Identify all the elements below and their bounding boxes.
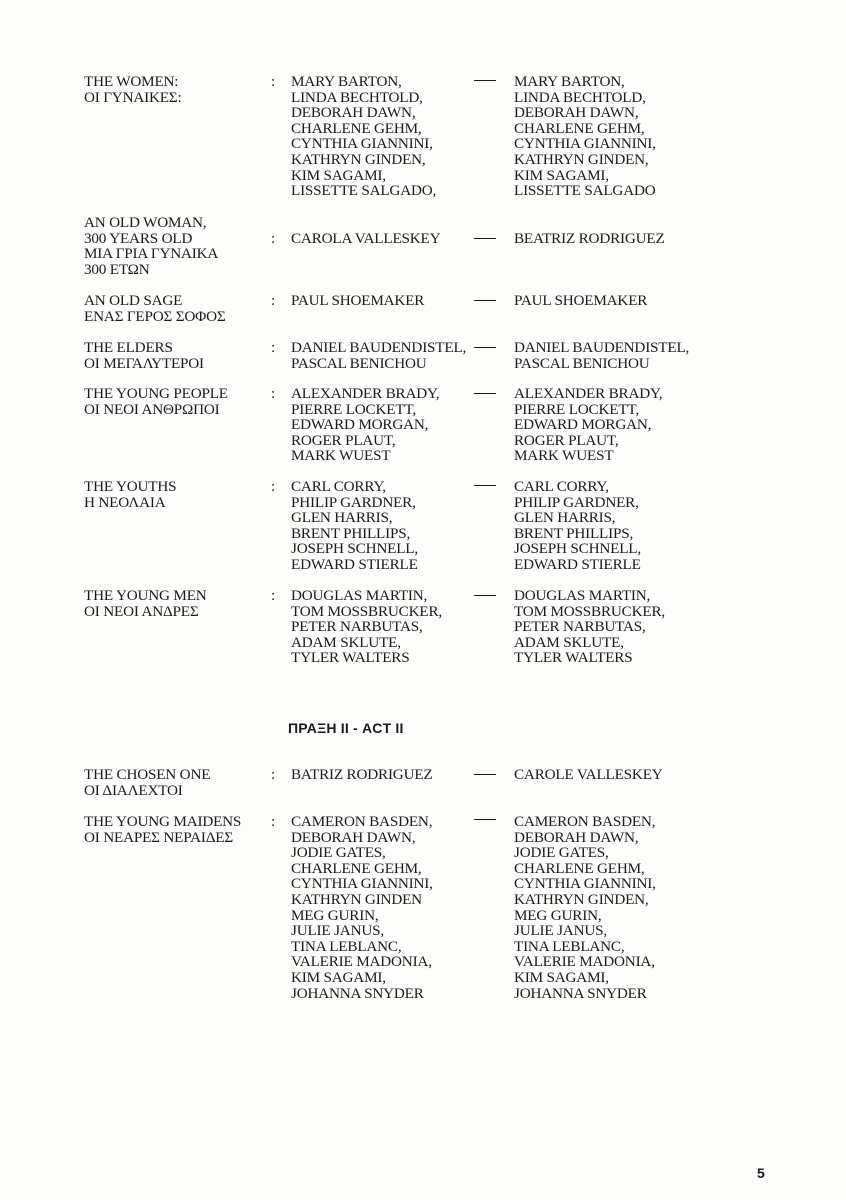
role-title bbox=[84, 814, 274, 845]
dancer-name: JOSEPH SCHNELL, bbox=[514, 540, 641, 558]
dancer-name: KIM SAGAMI, bbox=[291, 968, 386, 986]
colon-separator: : bbox=[271, 385, 276, 402]
first-cast-list bbox=[291, 814, 481, 1001]
dancer-name: CAMERON BASDEN, bbox=[291, 813, 433, 830]
dancer-name: DEBORAH DAWN, bbox=[291, 104, 416, 122]
dancer-name: MARK WUEST bbox=[514, 447, 614, 465]
second-cast-list bbox=[514, 340, 714, 371]
dancer-name: ALEXANDER BRADY, bbox=[514, 385, 663, 402]
dancer-name: DANIEL BAUDENDISTEL, bbox=[291, 339, 467, 356]
colon-separator: : bbox=[271, 813, 276, 830]
role-title bbox=[84, 588, 274, 619]
cast-dash bbox=[474, 80, 496, 81]
dancer-name: LINDA BECHTOLD, bbox=[291, 88, 423, 106]
dancer-name: CAROLE VALLESKEY bbox=[514, 766, 663, 783]
dancer-name: ROGER PLAUT, bbox=[291, 431, 396, 449]
dancer-name: TOM MOSSBRUCKER, bbox=[291, 602, 442, 620]
dancer-name: LISSETTE SALGADO bbox=[514, 182, 656, 200]
dancer-name: PASCAL BENICHOU bbox=[514, 354, 650, 372]
role-line: THE WOMEN: bbox=[84, 73, 179, 90]
dancer-name: JOSEPH SCHNELL, bbox=[291, 540, 418, 558]
dancer-name: LISSETTE SALGADO, bbox=[291, 182, 437, 200]
act-heading-text: ΠΡΑΞΗ ΙΙ - ACT II bbox=[288, 720, 404, 736]
role-title bbox=[84, 767, 274, 798]
dancer-name: CYNTHIA GIANNINI, bbox=[291, 135, 433, 153]
dancer-name: GLEN HARRIS, bbox=[514, 509, 616, 527]
dancer-name: BEATRIZ RODRIGUEZ bbox=[514, 230, 665, 247]
dancer-name: MEG GURIN, bbox=[514, 906, 602, 924]
dancer-name: PHILIP GARDNER, bbox=[514, 493, 639, 511]
dancer-name: MARK WUEST bbox=[291, 447, 391, 465]
role-line: AN OLD WOMAN, bbox=[84, 214, 207, 231]
dancer-name: CHARLENE GEHM, bbox=[514, 119, 645, 137]
role-line: ΟΙ ΜΕΓΑΛΥΤΕΡΟΙ bbox=[84, 354, 204, 372]
dancer-name: KIM SAGAMI, bbox=[514, 968, 609, 986]
dancer-name: PIERRE LOCKETT, bbox=[291, 400, 416, 418]
role-line: ΕΝΑΣ ΓΕΡΟΣ ΣΟΦΟΣ bbox=[84, 307, 226, 325]
role-line: THE YOUTHS bbox=[84, 478, 177, 495]
dancer-name: DEBORAH DAWN, bbox=[514, 828, 639, 846]
colon-separator: : bbox=[271, 478, 276, 495]
second-cast-list bbox=[514, 74, 714, 199]
role-line: ΜΙΑ ΓΡΙΑ ΓΥΝΑΙΚΑ bbox=[84, 245, 219, 263]
role-line: 300 YEARS OLD bbox=[84, 229, 193, 247]
role-line: ΟΙ ΝΕΟΙ ΑΝΘΡΩΠΟΙ bbox=[84, 400, 220, 418]
first-cast-list bbox=[291, 293, 481, 309]
role-line: Η ΝΕΟΛΑΙΑ bbox=[84, 493, 166, 511]
dancer-name: PETER NARBUTAS, bbox=[291, 618, 423, 636]
dancer-name: CAROLA VALLESKEY bbox=[291, 230, 441, 247]
dancer-name: ADAM SKLUTE, bbox=[291, 633, 401, 651]
dancer-name: DEBORAH DAWN, bbox=[514, 104, 639, 122]
dancer-name: PHILIP GARDNER, bbox=[291, 493, 416, 511]
dancer-name: ROGER PLAUT, bbox=[514, 431, 619, 449]
cast-dash bbox=[474, 347, 496, 348]
dancer-name: JOHANNA SNYDER bbox=[514, 984, 647, 1002]
dancer-name: MARY BARTON, bbox=[291, 73, 402, 90]
role-title bbox=[84, 293, 274, 324]
dancer-name: TINA LEBLANC, bbox=[291, 937, 402, 955]
cast-dash bbox=[474, 819, 496, 820]
dancer-name: JODIE GATES, bbox=[291, 844, 386, 862]
cast-dash bbox=[474, 485, 496, 486]
dancer-name: CARL CORRY, bbox=[291, 478, 386, 495]
cast-dash bbox=[474, 393, 496, 394]
cast-dash bbox=[474, 238, 496, 239]
dancer-name: EDWARD MORGAN, bbox=[514, 416, 652, 434]
role-title bbox=[84, 479, 274, 510]
colon-separator: : bbox=[271, 292, 276, 309]
dancer-name: JULIE JANUS, bbox=[291, 922, 384, 940]
colon-separator: : bbox=[271, 766, 276, 783]
role-line: THE ELDERS bbox=[84, 339, 173, 356]
dancer-name: TINA LEBLANC, bbox=[514, 937, 625, 955]
dancer-name: CYNTHIA GIANNINI, bbox=[514, 135, 656, 153]
dancer-name: PAUL SHOEMAKER bbox=[291, 292, 425, 309]
first-cast-list bbox=[291, 231, 481, 247]
role-line: THE CHOSEN ONE bbox=[84, 766, 211, 783]
role-line: ΟΙ ΝΕΟΙ ΑΝΔΡΕΣ bbox=[84, 602, 199, 620]
dancer-name: VALERIE MADONIA, bbox=[514, 953, 655, 971]
dancer-name: EDWARD STIERLE bbox=[514, 555, 641, 573]
dancer-name: ADAM SKLUTE, bbox=[514, 633, 624, 651]
dancer-name: DANIEL BAUDENDISTEL, bbox=[514, 339, 690, 356]
role-line: ΟΙ ΔΙΑΛΕΧΤΟΙ bbox=[84, 781, 183, 799]
cast-dash bbox=[474, 300, 496, 301]
dancer-name: KATHRYN GINDEN bbox=[291, 890, 422, 908]
dancer-name: DOUGLAS MARTIN, bbox=[514, 587, 651, 604]
colon-separator: : bbox=[271, 587, 276, 604]
role-line: ΟΙ ΝΕΑΡΕΣ ΝΕΡΑΙΔΕΣ bbox=[84, 828, 234, 846]
dancer-name: CHARLENE GEHM, bbox=[514, 859, 645, 877]
first-cast-list bbox=[291, 588, 481, 666]
role-title bbox=[84, 340, 274, 371]
dancer-name: PAUL SHOEMAKER bbox=[514, 292, 648, 309]
dancer-name: JODIE GATES, bbox=[514, 844, 609, 862]
dancer-name: JOHANNA SNYDER bbox=[291, 984, 424, 1002]
first-cast-list bbox=[291, 767, 481, 783]
role-line: AN OLD SAGE bbox=[84, 292, 183, 309]
dancer-name: ALEXANDER BRADY, bbox=[291, 385, 440, 402]
colon-separator: : bbox=[271, 73, 276, 90]
dancer-name: DOUGLAS MARTIN, bbox=[291, 587, 428, 604]
dancer-name: CARL CORRY, bbox=[514, 478, 609, 495]
dancer-name: KATHRYN GINDEN, bbox=[514, 890, 649, 908]
second-cast-list bbox=[514, 814, 714, 1001]
second-cast-list bbox=[514, 588, 714, 666]
second-cast-list bbox=[514, 767, 714, 783]
dancer-name: CAMERON BASDEN, bbox=[514, 813, 656, 830]
dancer-name: PASCAL BENICHOU bbox=[291, 354, 427, 372]
role-title bbox=[84, 74, 274, 105]
first-cast-list bbox=[291, 74, 481, 199]
first-cast-list bbox=[291, 340, 481, 371]
dancer-name: KIM SAGAMI, bbox=[291, 166, 386, 184]
dancer-name: KATHRYN GINDEN, bbox=[291, 150, 426, 168]
role-title bbox=[84, 215, 274, 277]
role-line: ΟΙ ΓΥΝΑΙΚΕΣ: bbox=[84, 88, 182, 106]
role-line: THE YOUNG PEOPLE bbox=[84, 385, 228, 402]
page-number: 5 bbox=[757, 1165, 765, 1181]
dancer-name: VALERIE MADONIA, bbox=[291, 953, 432, 971]
role-line: 300 ΕΤΩΝ bbox=[84, 260, 150, 278]
first-cast-list bbox=[291, 479, 481, 573]
dancer-name: CYNTHIA GIANNINI, bbox=[514, 875, 656, 893]
dancer-name: LINDA BECHTOLD, bbox=[514, 88, 646, 106]
colon-separator: : bbox=[271, 230, 276, 247]
cast-dash bbox=[474, 774, 496, 775]
first-cast-list bbox=[291, 386, 481, 464]
dancer-name: EDWARD STIERLE bbox=[291, 555, 418, 573]
dancer-name: BRENT PHILLIPS, bbox=[291, 524, 411, 542]
dancer-name: KATHRYN GINDEN, bbox=[514, 150, 649, 168]
dancer-name: PETER NARBUTAS, bbox=[514, 618, 646, 636]
dancer-name: CYNTHIA GIANNINI, bbox=[291, 875, 433, 893]
second-cast-list bbox=[514, 231, 714, 247]
dancer-name: BATRIZ RODRIGUEZ bbox=[291, 766, 433, 783]
role-line: THE YOUNG MAIDENS bbox=[84, 813, 242, 830]
dancer-name: MEG GURIN, bbox=[291, 906, 379, 924]
cast-dash bbox=[474, 595, 496, 596]
dancer-name: MARY BARTON, bbox=[514, 73, 625, 90]
second-cast-list bbox=[514, 479, 714, 573]
colon-separator: : bbox=[271, 339, 276, 356]
dancer-name: TOM MOSSBRUCKER, bbox=[514, 602, 665, 620]
dancer-name: PIERRE LOCKETT, bbox=[514, 400, 639, 418]
dancer-name: DEBORAH DAWN, bbox=[291, 828, 416, 846]
dancer-name: KIM SAGAMI, bbox=[514, 166, 609, 184]
dancer-name: JULIE JANUS, bbox=[514, 922, 607, 940]
role-line: THE YOUNG MEN bbox=[84, 587, 207, 604]
second-cast-list bbox=[514, 293, 714, 309]
second-cast-list bbox=[514, 386, 714, 464]
dancer-name: CHARLENE GEHM, bbox=[291, 859, 422, 877]
dancer-name: GLEN HARRIS, bbox=[291, 509, 393, 527]
dancer-name: TYLER WALTERS bbox=[291, 649, 410, 667]
dancer-name: CHARLENE GEHM, bbox=[291, 119, 422, 137]
role-title bbox=[84, 386, 274, 417]
dancer-name: TYLER WALTERS bbox=[514, 649, 633, 667]
dancer-name: EDWARD MORGAN, bbox=[291, 416, 429, 434]
dancer-name: BRENT PHILLIPS, bbox=[514, 524, 634, 542]
